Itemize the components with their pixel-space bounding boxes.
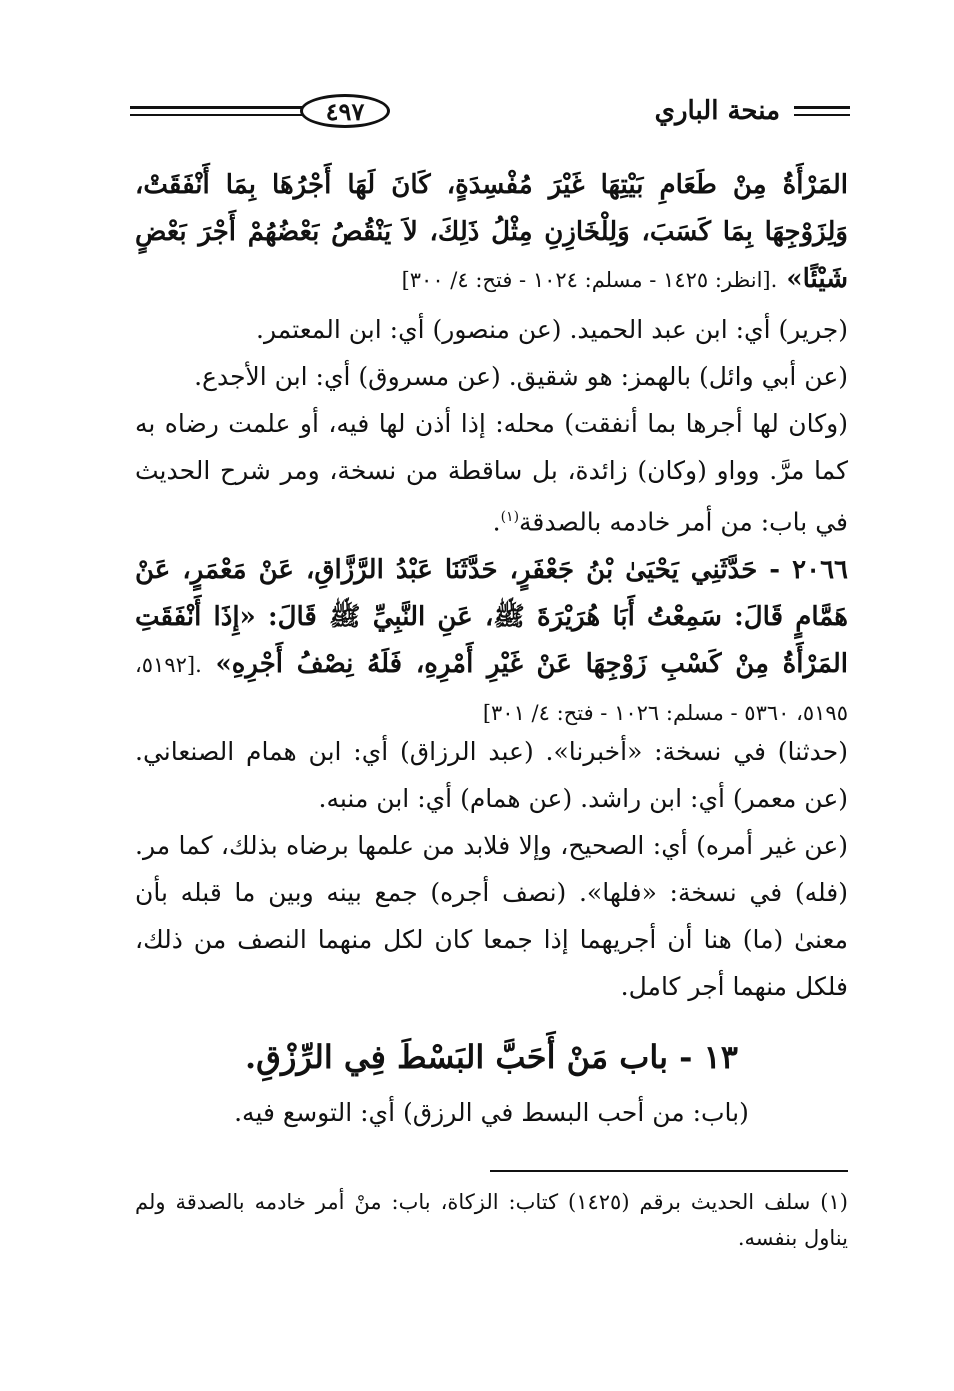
- commentary-3-text: (وكان لها أجرها بما أنفقت) محله: إذا أذن لها فيه، أو علمت رضاه به كما مرَّ. وواو (وكان) زائدة، بل ساقطة من نسخة، ومر شرح الحديث في باب: من أمر خادمه بالصدقة: [135, 409, 848, 537]
- header-rule-top-left: [130, 106, 308, 109]
- commentary-3: [135, 400, 848, 545]
- hadith-text: المَرْأَةُ مِنْ طَعَامِ بَيْتِهَا غَيْرَ مُفْسِدَةٍ، كَانَ لَهَا أَجْرُهَا بِمَا أَنْفَقَتْ، وَلِزَوْجِهَا بِمَا كَسَبَ، وَلِلْخَازِنِ مِثْلُ ذَلِكَ، لاَ يَنْقُصُ بَعْضُهُمْ أَجْرَ بَعْضٍ شَيْئًا»: [135, 170, 848, 294]
- commentary-3-end: .: [492, 507, 501, 537]
- header-rule-bottom-left: [130, 114, 308, 116]
- hadith-2066-reference: .[٥١٩٢، ٥١٩٥، ٥٣٦٠ - مسلم: ١٠٢٦ - فتح: ٤/ ٣٠١]: [135, 653, 848, 725]
- book-title: منحة الباري: [654, 96, 780, 126]
- page-number: ٤٩٧: [325, 96, 365, 126]
- header-rule-top-right: [794, 106, 850, 109]
- commentary-2: (عن أبي وائل) بالهمز: هو شقيق. (عن مسروق) أي: ابن الأجدع.: [194, 362, 848, 391]
- hadith-reference: .[انظر: ١٤٢٥ - مسلم: ١٠٢٤ - فتح: ٤/ ٣٠٠]: [401, 268, 778, 292]
- footnote-marker: (١): [500, 509, 520, 525]
- chapter-heading: ١٣ - باب مَنْ أَحَبَّ البَسْطَ فِي الرِّزْقِ.: [245, 1038, 738, 1076]
- hadith-continuation: [135, 162, 848, 304]
- page-number-badge: [300, 94, 390, 128]
- footnote-rule: [490, 1170, 848, 1172]
- hadith-2066: [135, 547, 848, 737]
- commentary-4: (حدثنا) في نسخة: «أخبرنا». (عبد الرزاق) أي: ابن همام الصنعاني. (عن معمر) أي: ابن راشد. (عن همام) أي: ابن منبه.: [135, 737, 848, 813]
- page-header: [130, 88, 850, 138]
- commentary-1: (جرير) أي: ابن عبد الحميد. (عن منصور) أي: ابن المعتمر.: [256, 315, 848, 344]
- hadith-2066-text: ٢٠٦٦ - حَدَّثَنِي يَحْيَىٰ بْنُ جَعْفَرٍ، حَدَّثَنَا عَبْدُ الرَّزَّاقِ، عَنْ مَعْمَرٍ، عَنْ هَمَّامٍ قَالَ: سَمِعْتُ أَبَا هُرَيْرَةَ ﷺ، عَنِ النَّبِيِّ ﷺ قَالَ: «إِذَا أَنْفَقَتِ المَرْأَةُ مِنْ كَسْبِ زَوْجِهَا عَنْ غَيْرِ أَمْرِهِ، فَلَهُ نِصْفُ أَجْرِهِ»: [135, 555, 848, 679]
- chapter-commentary: (باب: من أحب البسط في الرزق) أي: التوسع فيه.: [234, 1098, 749, 1127]
- footnote: (١) سلف الحديث برقم (١٤٢٥) كتاب: الزكاة، باب: منْ أمر خادمه بالصدقة ولم يناول بنفسه.: [135, 1190, 848, 1250]
- header-rule-bottom-right: [794, 114, 850, 116]
- commentary-5: (عن غير أمره) أي: الصحيح، وإلا فلابد من علمها برضاه بذلك، كما مر. (فله) في نسخة: «فلها». (نصف أجره) جمع بينه وبين ما قبله بأن معنىٰ (ما) هنا أن أجريهما إذا جمعا كان لكل منهما النصف من ذلك، فلكل منهما أجر كامل.: [135, 831, 848, 1001]
